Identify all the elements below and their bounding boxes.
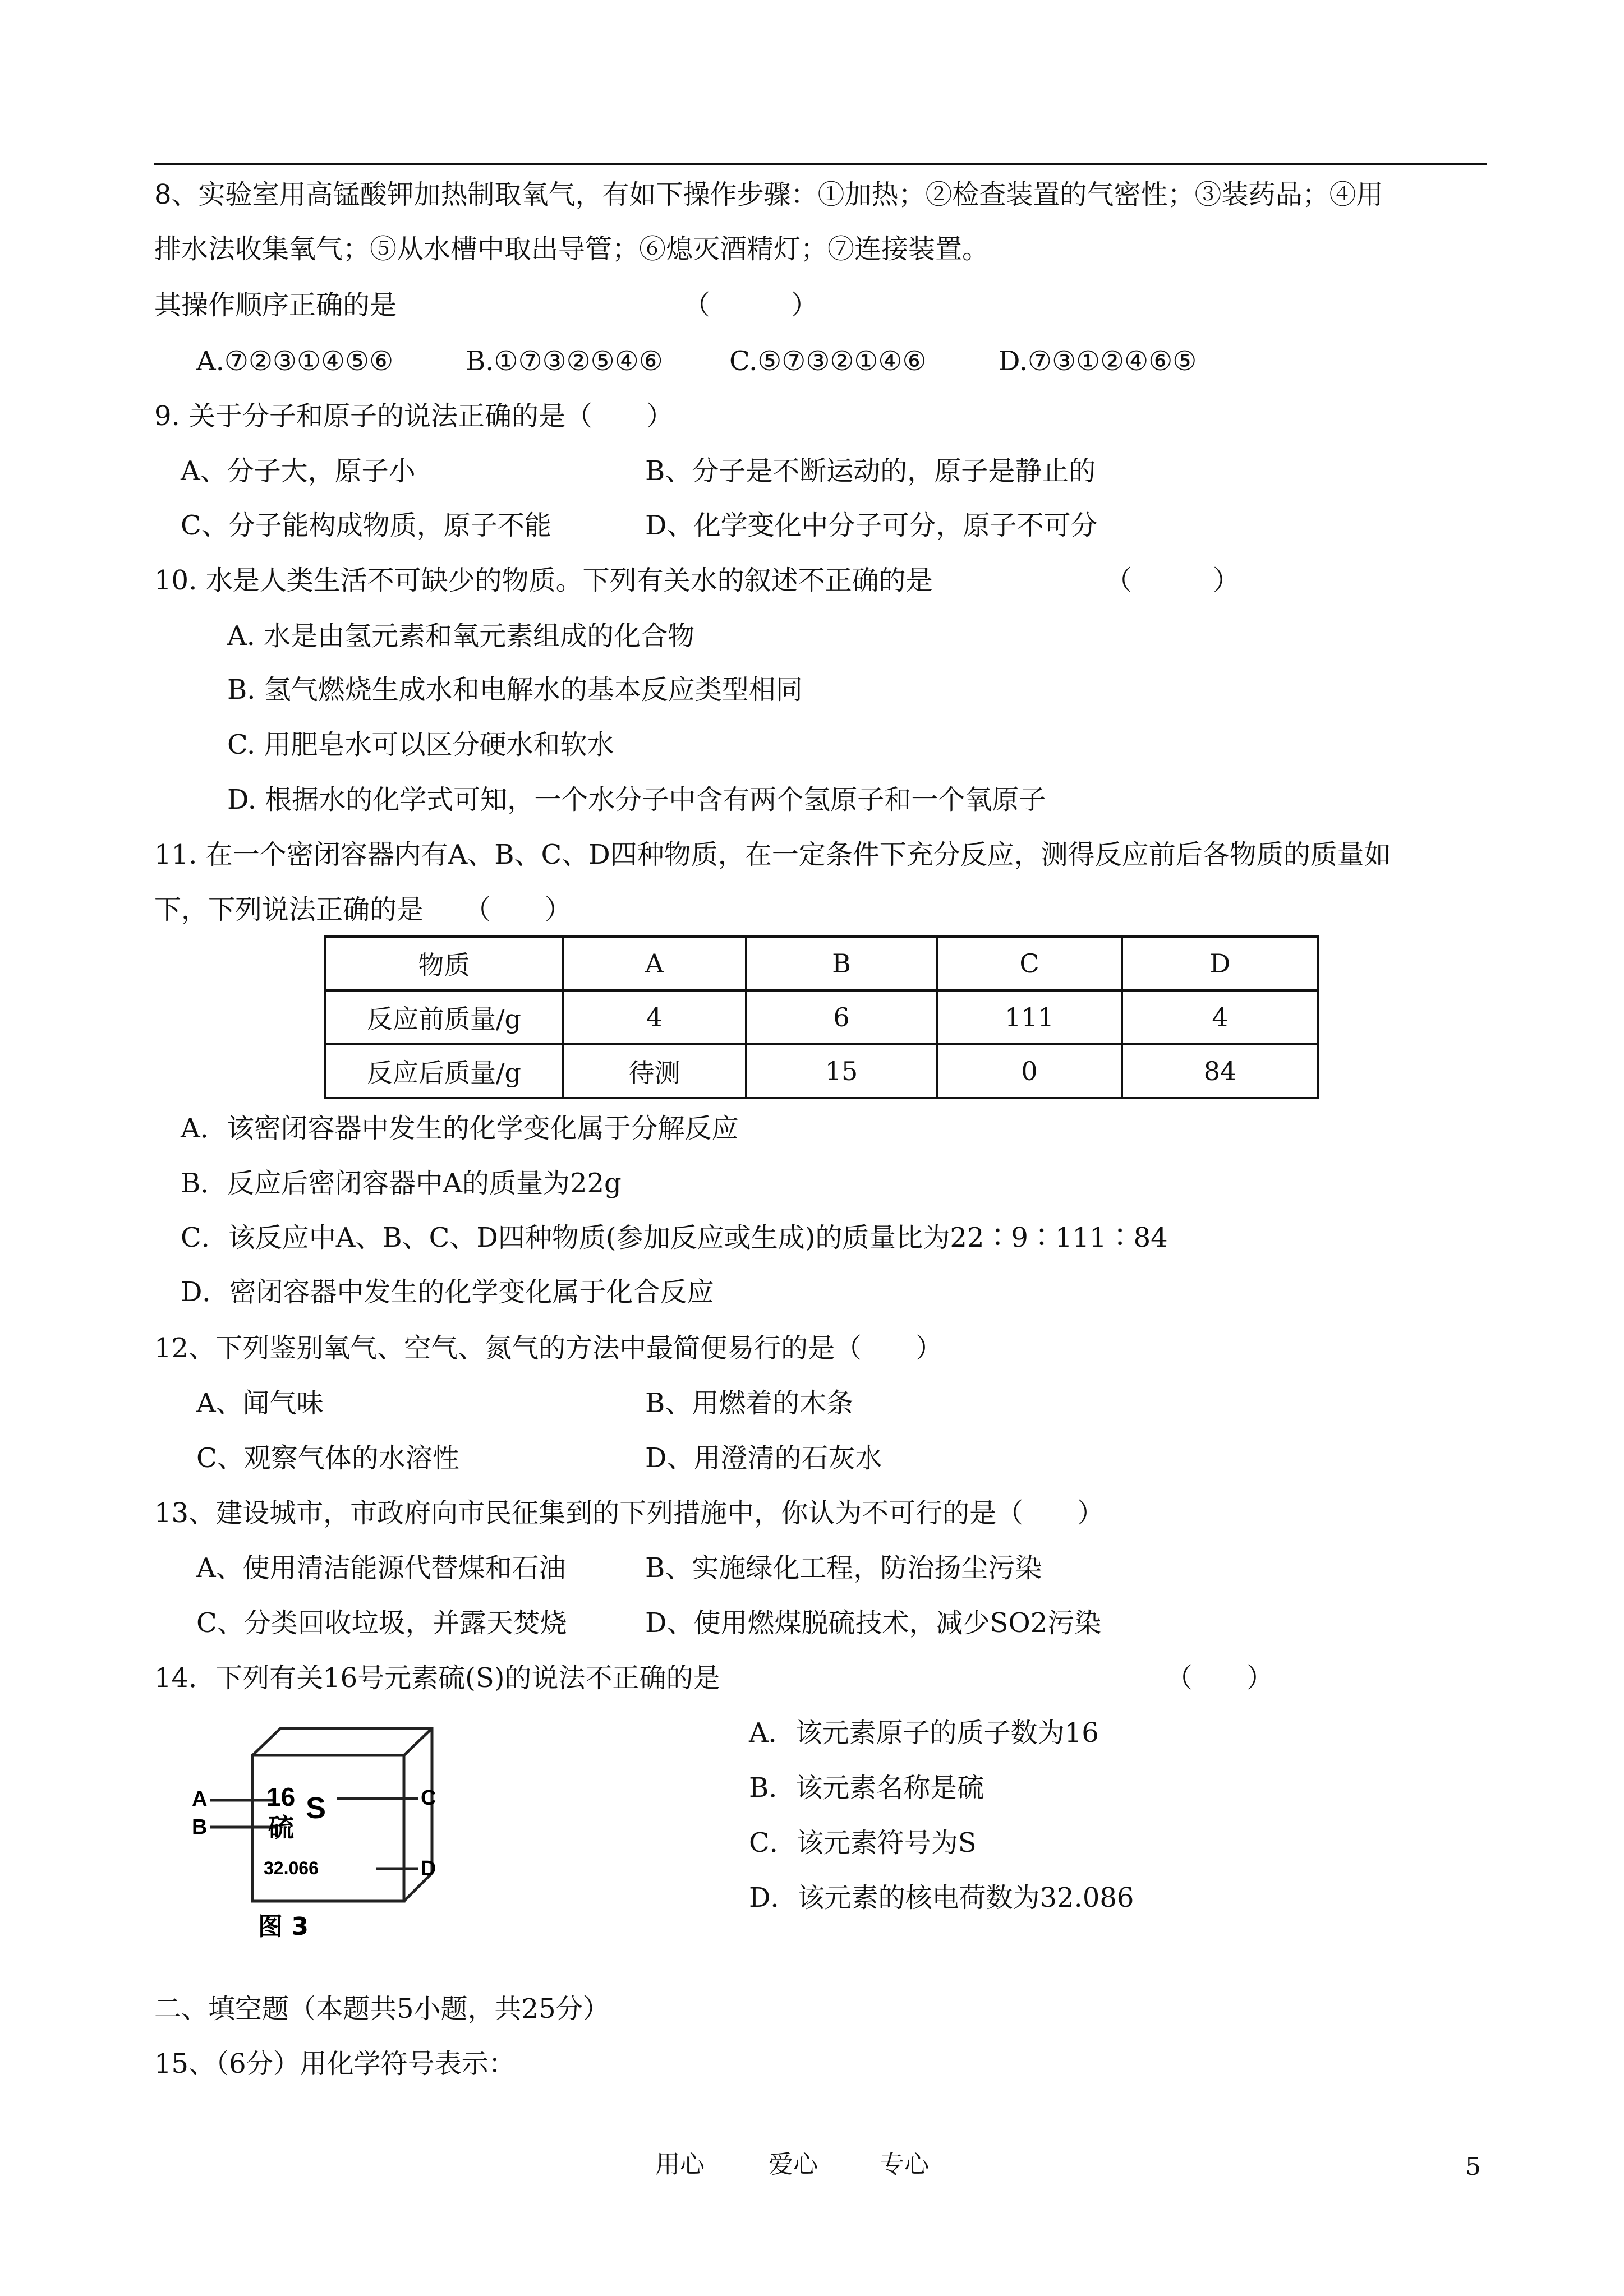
table-cell: C <box>937 937 1122 990</box>
q14-option-c: C．该元素符号为S <box>749 1827 977 1859</box>
q8-line1: 8、实验室用高锰酸钾加热制取氧气，有如下操作步骤：①加热；②检查装置的气密性；③装药品；④用 <box>154 179 1383 210</box>
element-symbol: S <box>306 1791 326 1825</box>
atomic-number: 16 <box>266 1782 296 1811</box>
table-cell: 物质 <box>325 937 563 990</box>
q10-option-d: D. 根据水的化学式可知，一个水分子中含有两个氢原子和一个氧原子 <box>227 784 1046 815</box>
q12-option-a: A、闻气味 <box>196 1387 324 1419</box>
q12-option-d: D、用澄清的石灰水 <box>645 1442 882 1474</box>
q11-option-d: D．密闭容器中发生的化学变化属于化合反应 <box>181 1276 714 1308</box>
atomic-mass: 32.066 <box>264 1858 319 1878</box>
footer-text-3: 专心 <box>880 2150 929 2179</box>
q8-option-d: D.⑦③①②④⑥⑤ <box>999 345 1197 377</box>
q11-option-b: B．反应后密闭容器中A的质量为22g <box>181 1168 622 1199</box>
q11-option-c: C．该反应中A、B、C、D四种物质(参加反应或生成)的质量比为22∶9∶111∶84 <box>181 1222 1168 1253</box>
q14-option-a: A．该元素原子的质子数为16 <box>749 1717 1099 1749</box>
table-cell: 反应前质量/g <box>325 990 563 1044</box>
q8-line2: 排水法收集氧气；⑤从水槽中取出导管；⑥熄灭酒精灯；⑦连接装置。 <box>154 233 990 265</box>
table-row <box>325 1044 1318 1098</box>
q9-option-a: A、分子大，原子小 <box>181 455 416 487</box>
q13-option-b: B、实施绿化工程，防治扬尘污染 <box>645 1552 1042 1584</box>
q10-option-b: B. 氢气燃烧生成水和电解水的基本反应类型相同 <box>227 674 803 706</box>
table-cell: B <box>746 937 937 990</box>
table-cell: 0 <box>937 1044 1122 1098</box>
q9-option-b: B、分子是不断运动的，原子是静止的 <box>645 455 1096 487</box>
q14-answer-paren: （ ） <box>1166 1662 1274 1694</box>
footer-text-1: 用心 <box>655 2150 705 2179</box>
q10-stem: 10. 水是人类生活不可缺少的物质。下列有关水的叙述不正确的是 <box>154 565 933 596</box>
element-name: 硫 <box>268 1813 294 1843</box>
q9-stem: 9. 关于分子和原子的说法正确的是（ ） <box>154 400 674 432</box>
q13-option-a: A、使用清洁能源代替煤和石油 <box>196 1552 566 1584</box>
q12-stem: 12、下列鉴别氧气、空气、氮气的方法中最简便易行的是（ ） <box>154 1333 943 1364</box>
label-b: B <box>192 1815 208 1839</box>
q8-option-b: B.①⑦③②⑤④⑥ <box>466 345 663 377</box>
table-header-row <box>325 937 1318 990</box>
q13-option-d: D、使用燃煤脱硫技术，减少SO2污染 <box>645 1607 1102 1639</box>
q8-option-a: A.⑦②③①④⑤⑥ <box>196 345 394 377</box>
table-cell: 4 <box>1122 990 1318 1044</box>
q10-answer-paren: （ ） <box>1105 565 1240 596</box>
label-c: C <box>421 1786 436 1810</box>
table-cell: 6 <box>746 990 937 1044</box>
q14-option-b: B．该元素名称是硫 <box>749 1772 984 1804</box>
q12-option-b: B、用燃着的木条 <box>645 1387 854 1419</box>
table-cell: D <box>1122 937 1318 990</box>
figure-caption: 图 3 <box>258 1912 309 1940</box>
header-rule <box>154 163 1487 165</box>
table-cell: 待测 <box>563 1044 746 1098</box>
table-cell: 84 <box>1122 1044 1318 1098</box>
q8-line3: 其操作顺序正确的是 <box>154 289 397 321</box>
mass-table <box>324 935 1319 1099</box>
q15-stem: 15、（6分）用化学符号表示： <box>154 2048 516 2080</box>
q11-line1: 11. 在一个密闭容器内有A、B、C、D四种物质，在一定条件下充分反应，测得反应前后各物质的质量如 <box>154 839 1391 870</box>
label-d: D <box>421 1857 436 1880</box>
q9-option-d: D、化学变化中分子可分，原子不可分 <box>645 510 1098 541</box>
label-a: A <box>192 1787 208 1811</box>
q10-option-c: C. 用肥皂水可以区分硬水和软水 <box>227 729 614 760</box>
q8-option-c: C.⑤⑦③②①④⑥ <box>729 345 927 377</box>
q8-answer-paren: （ ） <box>683 289 818 321</box>
q14-stem: 14．下列有关16号元素硫(S)的说法不正确的是 <box>154 1662 720 1694</box>
table-row <box>325 990 1318 1044</box>
q13-option-c: C、分类回收垃圾，并露天焚烧 <box>196 1607 567 1639</box>
table-cell: 111 <box>937 990 1122 1044</box>
section-2-heading: 二、填空题（本题共5小题，共25分） <box>154 1993 610 2025</box>
table-cell: A <box>563 937 746 990</box>
q9-option-c: C、分子能构成物质，原子不能 <box>181 510 551 541</box>
footer-text-2: 爱心 <box>769 2150 818 2179</box>
q12-option-c: C、观察气体的水溶性 <box>196 1442 459 1474</box>
q11-line2: 下，下列说法正确的是 （ ） <box>154 894 572 925</box>
table-cell: 15 <box>746 1044 937 1098</box>
q11-option-a: A．该密闭容器中发生的化学变化属于分解反应 <box>181 1113 739 1144</box>
sulfur-element-cube-figure <box>191 1716 454 1940</box>
q13-stem: 13、建设城市，市政府向市民征集到的下列措施中，你认为不可行的是（ ） <box>154 1497 1105 1529</box>
q14-option-d: D．该元素的核电荷数为32.086 <box>749 1882 1134 1914</box>
q10-option-a: A. 水是由氢元素和氧元素组成的化合物 <box>227 620 695 652</box>
table-cell: 4 <box>563 990 746 1044</box>
page-number: 5 <box>1465 2152 1481 2181</box>
table-cell: 反应后质量/g <box>325 1044 563 1098</box>
